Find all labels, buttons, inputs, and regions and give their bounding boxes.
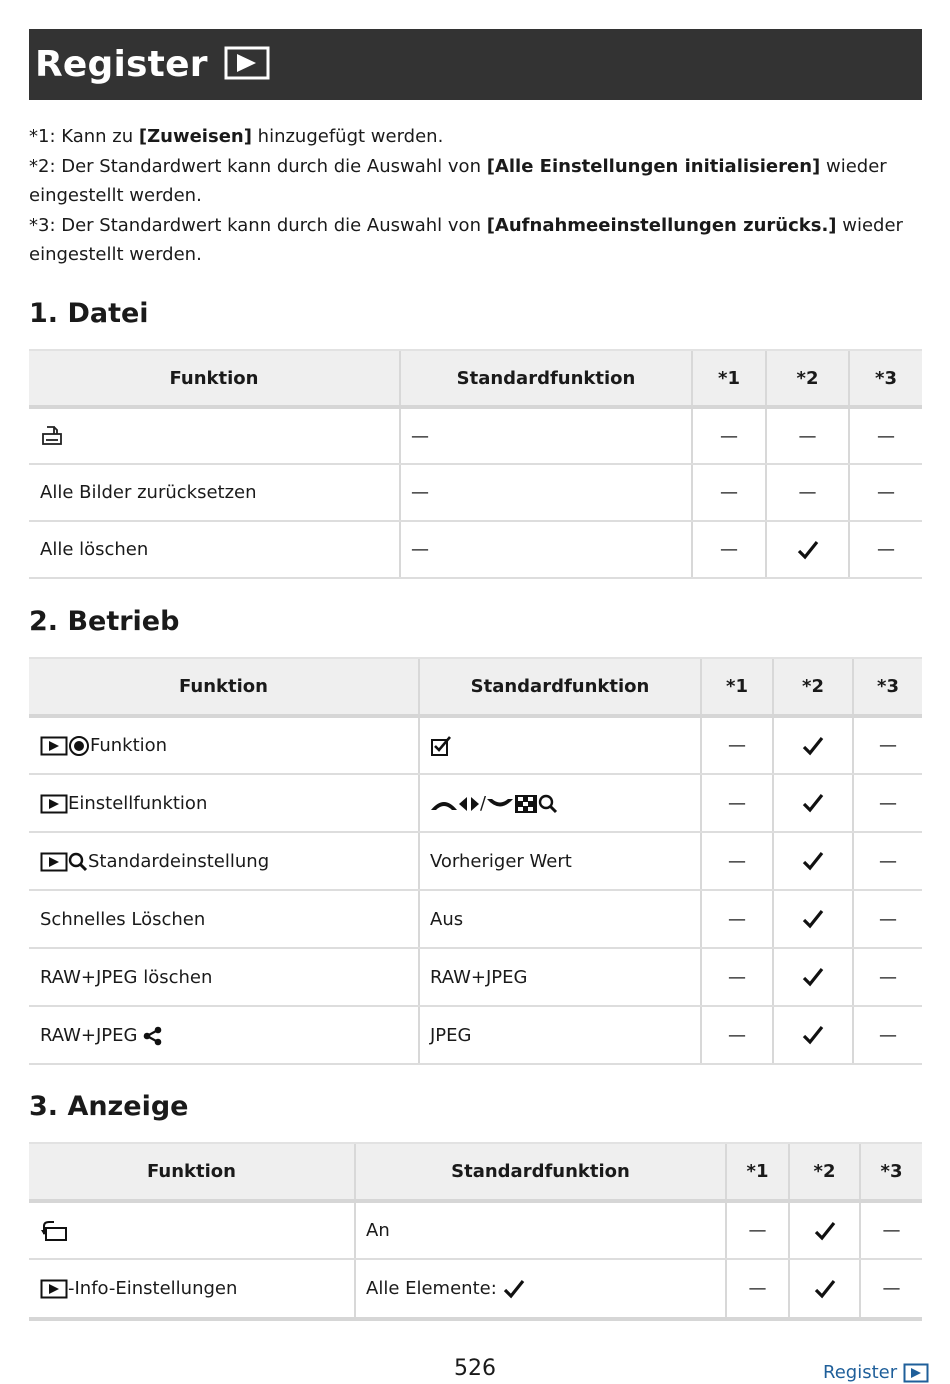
table-datei (29, 349, 922, 579)
check-icon (802, 1024, 824, 1046)
table-row: RAW+JPEG JPEG — — (29, 1006, 922, 1064)
table-row: Alle Bilder zurücksetzen — — — — (29, 464, 922, 521)
check-icon (503, 1278, 525, 1300)
zoom-icon (538, 794, 558, 814)
rotate-icon (40, 1220, 68, 1242)
play-icon (40, 1279, 68, 1299)
col-1: *1 (726, 1143, 789, 1201)
play-icon (40, 736, 68, 756)
register-link-label[interactable]: Register (823, 1362, 898, 1383)
arrow-left-right-icon (458, 796, 480, 812)
table-anzeige (29, 1142, 922, 1321)
front-dial-icon (430, 796, 458, 812)
col-1: *1 (701, 658, 773, 716)
check-icon (802, 735, 824, 757)
col-3: *3 (853, 658, 922, 716)
page-banner (29, 29, 922, 100)
col-1: *1 (692, 350, 766, 407)
play-icon (903, 1363, 929, 1383)
footnote-1: *1: Kann zu [Zuweisen] hinzugefügt werden. (29, 126, 444, 147)
col-3: *3 (849, 350, 922, 407)
col-funktion: Funktion (29, 350, 400, 407)
table-row: Funktion — — (29, 716, 922, 774)
target-icon (68, 735, 90, 757)
page-number: 526 (454, 1356, 496, 1381)
check-icon (802, 792, 824, 814)
play-icon (40, 794, 68, 814)
check-icon (802, 966, 824, 988)
footnote-2: *2: Der Standardwert kann durch die Auswahl von [Alle Einstellungen initialisieren] wieder eingestellt werden. (29, 155, 887, 207)
check-icon (814, 1278, 836, 1300)
table-row: Schnelles Löschen Aus — — (29, 890, 922, 948)
col-3: *3 (860, 1143, 922, 1201)
print-icon (40, 424, 64, 448)
play-icon (40, 852, 68, 872)
table-row: Standardeinstellung Vorheriger Wert — — (29, 832, 922, 890)
play-icon (224, 46, 270, 80)
check-icon (814, 1220, 836, 1242)
check-icon (797, 539, 819, 561)
footnotes (29, 122, 922, 270)
rear-dial-icon (486, 796, 514, 812)
footnote-3: *3: Der Standardwert kann durch die Auswahl von [Aufnahmeeinstellungen zurücks.] wieder eingestellt werden. (29, 214, 903, 266)
col-2: *2 (789, 1143, 860, 1201)
col-standard: Standardfunktion (355, 1143, 726, 1201)
grid-icon (514, 794, 538, 814)
share-icon (143, 1026, 163, 1046)
check-icon (802, 850, 824, 872)
table-row: Einstellfunktion / — — (29, 774, 922, 832)
zoom-icon (68, 852, 88, 872)
table-betrieb (29, 657, 922, 1065)
section-title-betrieb: 2. Betrieb (29, 606, 180, 637)
table-row: An — — (29, 1201, 922, 1259)
section-title-anzeige: 3. Anzeige (29, 1091, 189, 1122)
col-standard: Standardfunktion (400, 350, 692, 407)
page-title: Register (35, 44, 208, 85)
col-standard: Standardfunktion (419, 658, 701, 716)
col-2: *2 (766, 350, 849, 407)
col-2: *2 (773, 658, 853, 716)
col-funktion: Funktion (29, 658, 419, 716)
checkbox-icon (430, 735, 452, 757)
col-funktion: Funktion (29, 1143, 355, 1201)
table-row: — — — — (29, 407, 922, 464)
register-link[interactable] (823, 1362, 929, 1383)
section-title-datei: 1. Datei (29, 298, 149, 329)
check-icon (802, 908, 824, 930)
table-row: Alle löschen — — — (29, 521, 922, 578)
table-row: RAW+JPEG löschen RAW+JPEG — — (29, 948, 922, 1006)
table-row: -Info-Einstellungen Alle Elemente: — — (29, 1259, 922, 1319)
